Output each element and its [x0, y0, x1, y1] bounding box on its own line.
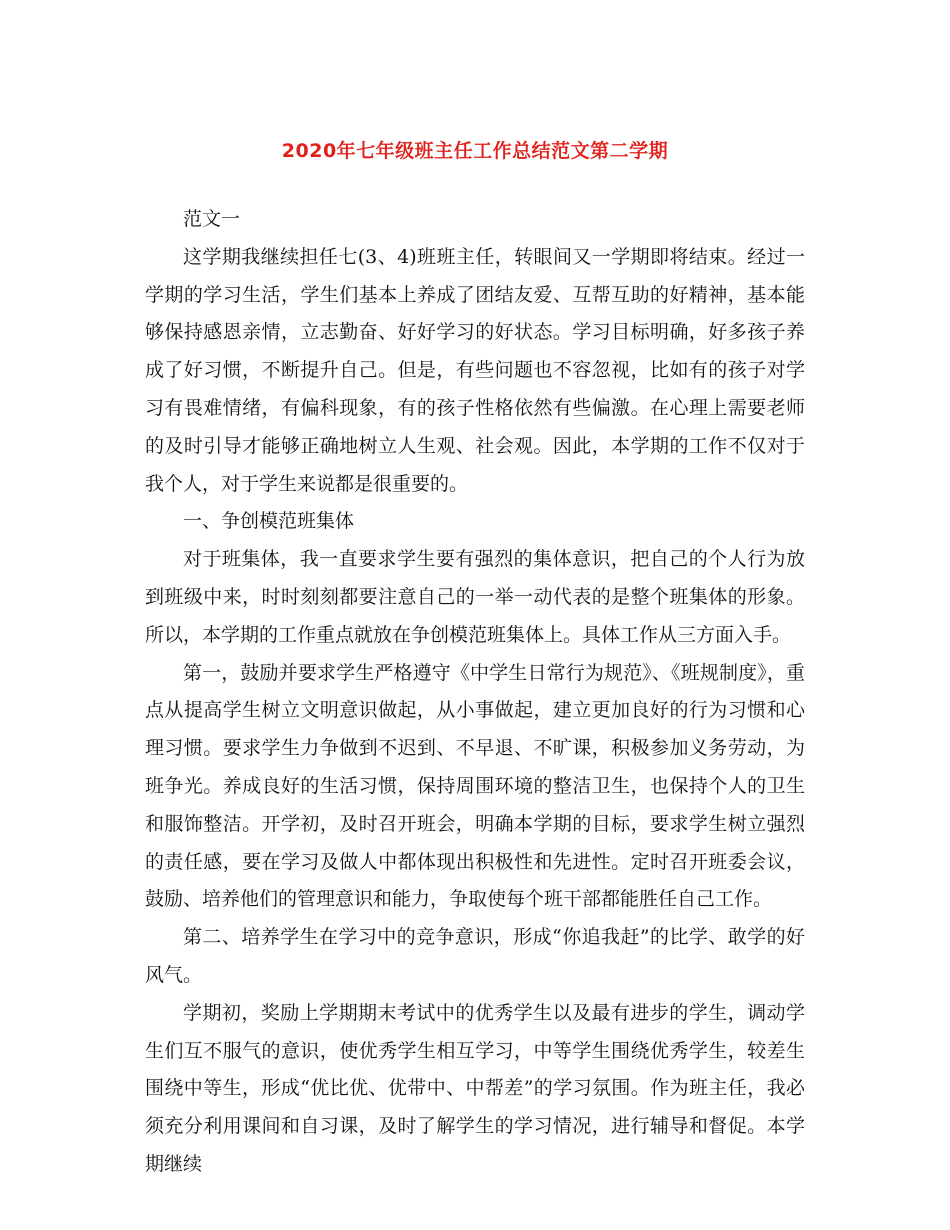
paragraph-second-point: 第二、培养学生在学习中的竞争意识，形成“你追我赶”的比学、敢学的好风气。	[145, 926, 805, 986]
paragraph-first-point: 第一，鼓励并要求学生严格遵守《中学生日常行为规范》、《班规制度》，重点从提高学生树立文明意识做起，从小事做起，建立更加良好的行为习惯和心理习惯。要求学生力争做到不迟到、不早退、不旷课，积极参加义务劳动，为班争光。养成良好的生活习惯，保持周围环境的整洁卫生，也保持个人的卫生和服饰整洁。开学初，及时召开班会，明确本学期的目标，要求学生树立强烈的责任感，要在学习及做人中都体现出积极性和先进性。定时召开班委会议，鼓励、培养他们的管理意识和能力，争取使每个班干部都能胜任自己工作。	[145, 661, 805, 911]
section-heading-1: 一、争创模范班集体	[183, 510, 355, 533]
document-title: 2020年七年级班主任工作总结范文第二学期	[281, 140, 669, 162]
paragraph-semester-start: 学期初，奖励上学期期末考试中的优秀学生以及最有进步的学生，调动学生们互不服气的意识，使优秀学生相互学习，中等学生围绕优秀学生，较差生围绕中等生，形成“优比优、优带中、中帮差”的学习氛围。作为班主任，我必须充分利用课间和自习课，及时了解学生的学习情况，进行辅导和督促。本学期继续	[145, 1001, 805, 1175]
paragraph-intro: 这学期我继续担任七(3、4)班班主任，转眼间又一学期即将结束。经过一学期的学习生活，学生们基本上养成了团结友爱、互帮互助的好精神，基本能够保持感恩亲情，立志勤奋、好好学习的好状态。学习目标明确，好多孩子养成了好习惯，不断提升自己。但是，有些问题也不容忽视，比如有的孩子对学习有畏难情绪，有偏科现象，有的孩子性格依然有些偏激。在心理上需要老师的及时引导才能够正确地树立人生观、社会观。因此，本学期的工作不仅对于我个人，对于学生来说都是很重要的。	[145, 245, 805, 495]
document-body	[145, 201, 805, 1184]
paragraph-sample-label: 范文一	[183, 208, 241, 230]
paragraph-class-collective: 对于班集体，我一直要求学生要有强烈的集体意识，把自己的个人行为放到班级中来，时时刻刻都要注意自己的一举一动代表的是整个班集体的形象。所以，本学期的工作重点就放在争创模范班集体上。具体工作从三方面入手。	[145, 548, 805, 646]
